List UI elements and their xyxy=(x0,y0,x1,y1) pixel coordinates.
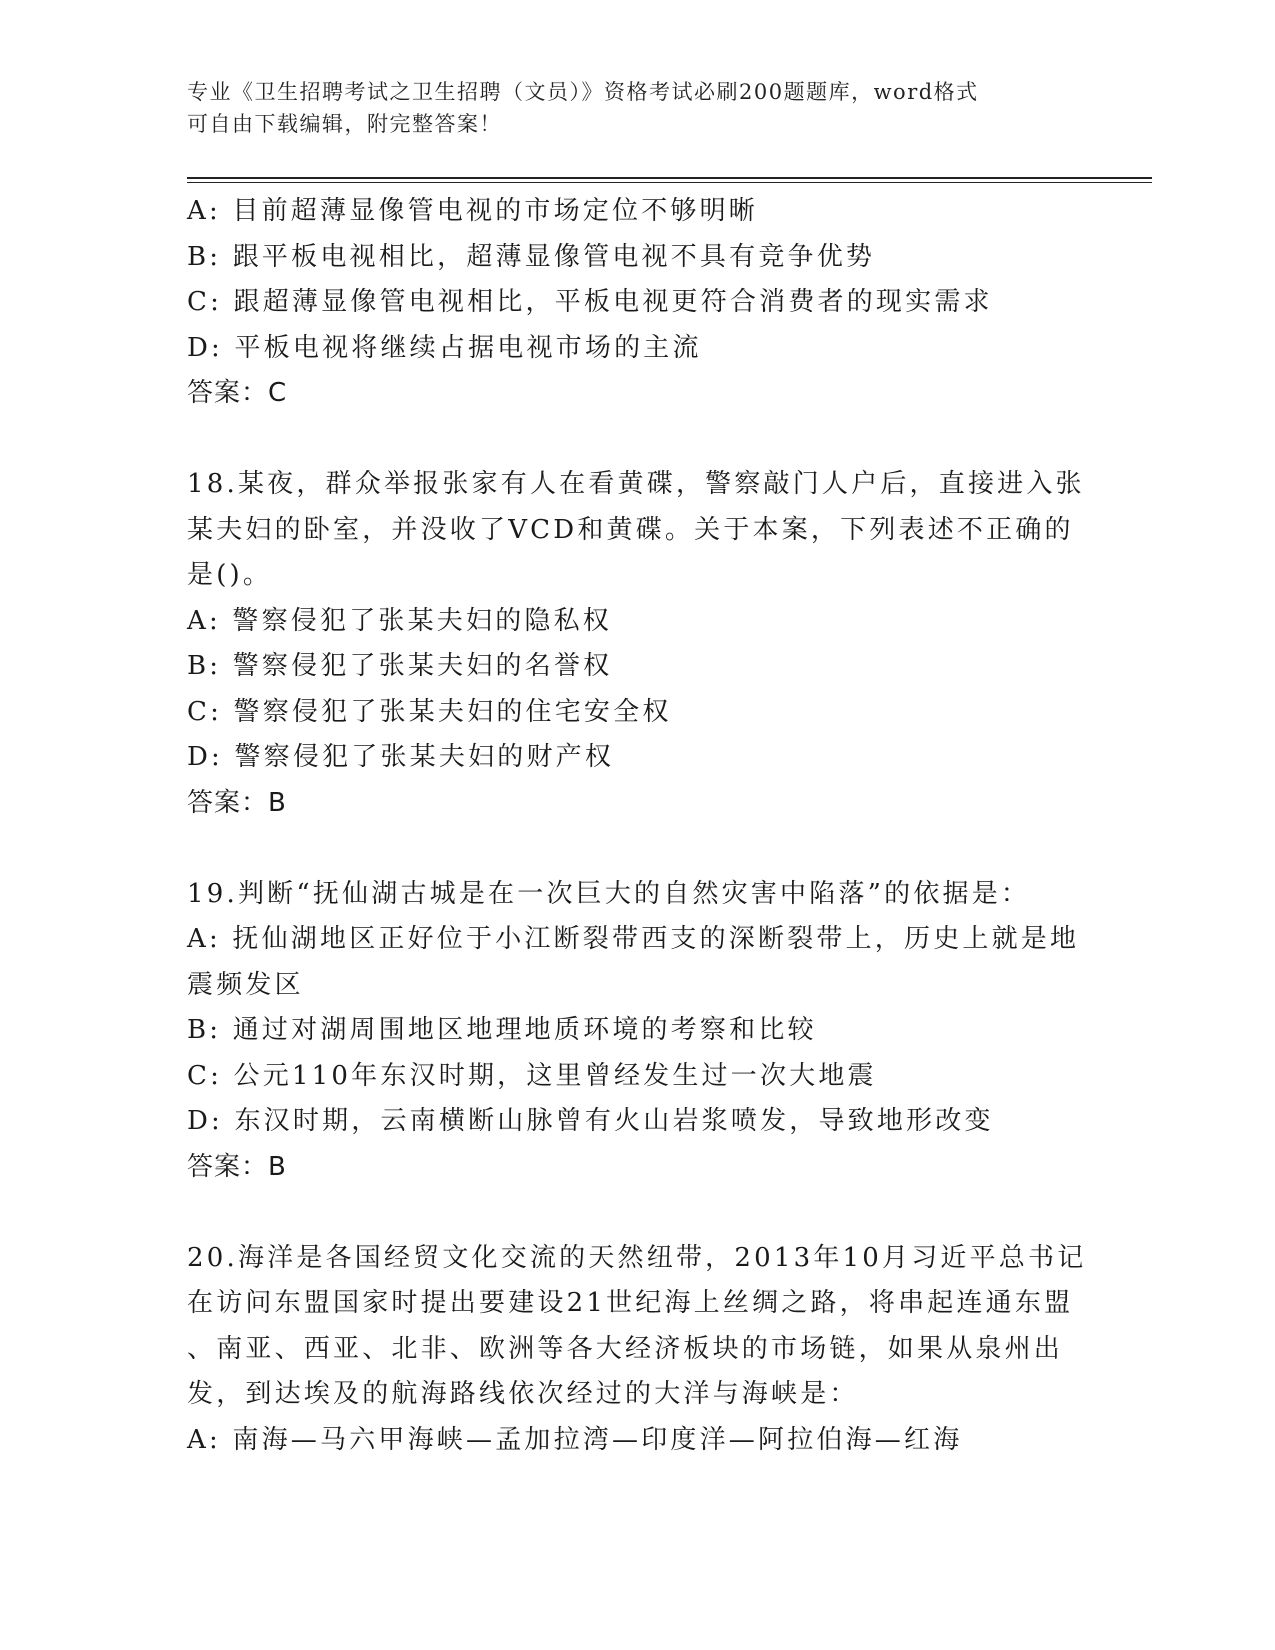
question-stem-line: 18.某夜，群众举报张家有人在看黄碟，警察敲门人户后，直接进入张 xyxy=(187,469,1085,499)
option-a: A: 抚仙湖地区正好位于小江断裂带西支的深断裂带上，历史上就是地 xyxy=(187,924,1080,954)
answer-label: 答案：B xyxy=(187,1151,287,1182)
option-c: C: 跟超薄显像管电视相比，平板电视更符合消费者的现实需求 xyxy=(187,287,993,317)
document-header xyxy=(187,76,1067,140)
spacer xyxy=(187,826,1067,872)
question-stem-line: 发，到达埃及的航海路线依次经过的大洋与海峡是： xyxy=(187,1379,859,1409)
option-c: C: 警察侵犯了张某夫妇的住宅安全权 xyxy=(187,696,672,727)
option-b: B: 跟平板电视相比，超薄显像管电视不具有竞争优势 xyxy=(187,241,876,272)
answer-label: 答案：C xyxy=(187,378,288,408)
option-a: A: 目前超薄显像管电视的市场定位不够明晰 xyxy=(187,196,759,226)
question-20 xyxy=(187,1236,1087,1464)
header-line-1: 专业《卫生招聘考试之卫生招聘（文员）》资格考试必刷200题题库，word格式 xyxy=(187,80,979,104)
question-19 xyxy=(187,872,1080,1191)
header-line-2: 可自由下载编辑，附完整答案！ xyxy=(187,112,502,136)
question-17 xyxy=(187,189,1067,417)
option-c: C: 公元110年东汉时期，这里曾经发生过一次大地震 xyxy=(187,1060,877,1091)
option-a: A: 警察侵犯了张某夫妇的隐私权 xyxy=(187,605,613,636)
option-d: D: 平板电视将继续占据电视市场的主流 xyxy=(187,332,702,363)
option-b: B: 通过对湖周围地区地理地质环境的考察和比较 xyxy=(187,1015,817,1045)
option-a: A: 南海—马六甲海峡—孟加拉湾—印度洋—阿拉伯海—红海 xyxy=(187,1424,963,1455)
question-stem-line: 是()。 xyxy=(187,560,273,590)
spacer xyxy=(187,1190,1067,1236)
header-divider-thick xyxy=(187,177,1152,179)
question-stem-line: 某夫妇的卧室，并没收了VCD和黄碟。关于本案，下列表述不正确的 xyxy=(187,514,1074,545)
answer-label: 答案：B xyxy=(187,787,287,818)
option-a-continued: 震频发区 xyxy=(187,969,304,1000)
question-stem-line: 、南亚、西亚、北非、欧洲等各大经济板块的市场链，如果从泉州出 xyxy=(187,1333,1064,1364)
option-b: B: 警察侵犯了张某夫妇的名誉权 xyxy=(187,651,613,681)
spacer xyxy=(187,417,1067,463)
question-18 xyxy=(187,462,1085,826)
option-d: D: 警察侵犯了张某夫妇的财产权 xyxy=(187,742,615,772)
question-stem-line: 在访问东盟国家时提出要建设21世纪海上丝绸之路，将串起连通东盟 xyxy=(187,1288,1074,1318)
header-divider-thin xyxy=(187,182,1152,183)
question-content xyxy=(187,189,1087,1463)
question-stem-line: 20.海洋是各国经贸文化交流的天然纽带，2013年10月习近平总书记 xyxy=(187,1242,1087,1273)
question-stem-line: 19.判断“抚仙湖古城是在一次巨大的自然灾害中陷落”的依据是： xyxy=(187,878,1031,909)
option-d: D: 东汉时期，云南横断山脉曾有火山岩浆喷发，导致地形改变 xyxy=(187,1106,994,1136)
